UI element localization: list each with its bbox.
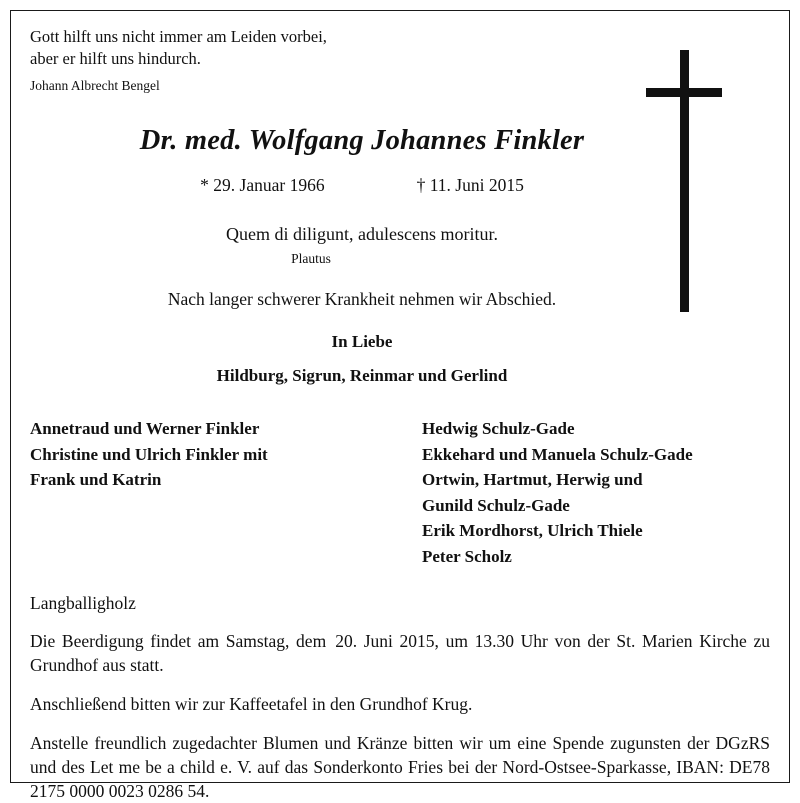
immediate-family: Hildburg, Sigrun, Reinmar und Gerlind (216, 366, 508, 385)
funeral-details (30, 629, 770, 677)
epigraph-line-1: Gott hilft uns nicht immer am Leiden vorbei, (30, 27, 327, 46)
cross-horizontal-bar (646, 88, 722, 97)
latin-quote-author: Plautus (291, 251, 331, 266)
mourners-column-right (422, 416, 774, 569)
list-item: Frank und Katrin (30, 470, 162, 489)
list-item: Ortwin, Hartmut, Herwig und (422, 470, 643, 489)
list-item: Annetraud und Werner Finkler (30, 419, 260, 438)
place-name: Langballigholz (30, 593, 136, 613)
notice-content (30, 26, 774, 803)
list-item: Christine und Ulrich Finkler mit (30, 444, 268, 464)
mourners-column-left (30, 416, 422, 569)
latin-quote: Quem di diligunt, adulescens moritur. (226, 224, 498, 244)
deceased-name: Dr. med. Wolfgang Johannes Finkler (139, 125, 585, 156)
list-item: Erik Mordhorst, Ulrich Thiele (422, 521, 643, 540)
donation-line-2: zugunsten der DGzRS und des Let me be a child e. V. auf das Sonderkonto Fries bei (30, 733, 770, 777)
funeral-details-part-3: St. Marien Kirche zu Grundhof aus statt. (30, 631, 770, 675)
birth-date: * 29. Januar 1966 (200, 175, 325, 195)
death-date: † 11. Juni 2015 (416, 175, 524, 195)
list-item: Hedwig Schulz-Gade (422, 419, 575, 438)
donation-line-3: der Nord-Ostsee-Sparkasse, IBAN: DE78 2175 0000 0023 0286 54. (30, 757, 770, 801)
coffee-invitation: Anschließend bitten wir zur Kaffeetafel in den Grundhof Krug. (30, 694, 473, 714)
donation-line-1: Anstelle freundlich zugedachter Blumen und Kränze bitten wir um eine Spende (30, 733, 604, 753)
list-item: Ekkehard und Manuela Schulz-Gade (422, 444, 693, 464)
list-item: Peter Scholz (422, 546, 512, 566)
donation-request (30, 731, 770, 803)
cross-icon (646, 50, 722, 312)
epigraph-author: Johann Albrecht Bengel (30, 78, 160, 93)
farewell-text: Nach langer schwerer Krankheit nehmen wir Abschied. (167, 289, 557, 309)
in-love-heading: In Liebe (331, 332, 393, 351)
mourners-list (30, 416, 774, 569)
funeral-details-part-2: 20. Juni 2015, um 13.30 Uhr von der (335, 631, 610, 651)
epigraph-line-2: aber er hilft uns hindurch. (30, 49, 201, 68)
funeral-details-part-1: Die Beerdigung findet am Samstag, dem (30, 631, 327, 651)
list-item: Gunild Schulz-Gade (422, 495, 570, 515)
